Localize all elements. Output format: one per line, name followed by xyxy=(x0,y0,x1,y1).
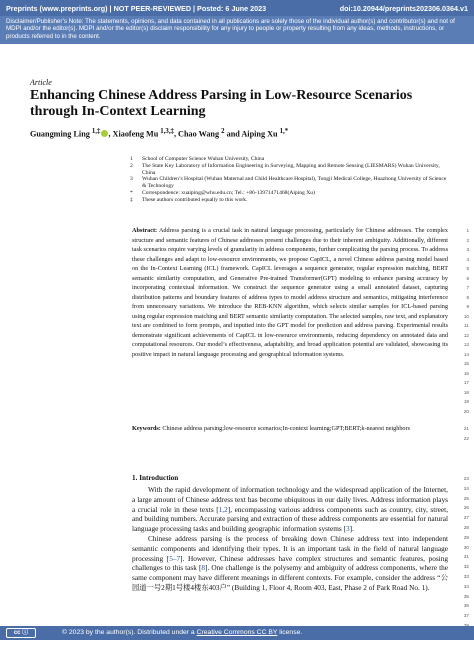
line-number: 13 xyxy=(463,342,469,347)
line-number: 7 xyxy=(466,285,469,290)
abstract xyxy=(132,226,448,359)
line-number: 11 xyxy=(464,323,469,328)
line-number: 20 xyxy=(463,408,469,414)
line-number: 4 xyxy=(466,256,469,262)
license-footer xyxy=(0,626,474,640)
line-number: 28 xyxy=(463,524,469,530)
disclaimer-text: Disclaimer/Publisher’s Note: The statements, opinions, and data contained in all publications are solely those of the individual author(s) and contributor(s) and not of MDPI and/or the editor(s). MDPI and/or the editor(s) disclaim responsibility for any injury to people or property resulting from any ideas, methods, instructions, or products referred to in the content. xyxy=(0,16,474,44)
citation-link[interactable]: 5–7 xyxy=(169,553,181,563)
line-number: 22 xyxy=(463,435,469,441)
line-number: 34 xyxy=(463,583,469,589)
line-number: 9 xyxy=(466,304,469,309)
line-number: 1 xyxy=(466,228,469,233)
line-number: 2 xyxy=(466,237,469,243)
line-number: 17 xyxy=(463,380,469,385)
line-number: 27 xyxy=(463,515,469,521)
line-number: 6 xyxy=(466,275,469,281)
line-number: 8 xyxy=(466,294,469,300)
line-number: 12 xyxy=(463,332,469,338)
line-number: 3 xyxy=(466,247,469,252)
keywords xyxy=(132,424,448,434)
line-number: 29 xyxy=(463,534,469,540)
line-number: 23 xyxy=(463,476,469,481)
line-number: 16 xyxy=(463,370,469,376)
citation-link[interactable]: 8 xyxy=(201,563,206,573)
affiliation-item: 1 School of Computer Science Wuhan University, China xyxy=(130,156,265,162)
abstract-text: Address parsing is a crucial task in natural language processing, particularly for Chinese addresses. The complex structure and semantic features of Chinese addresses present challenges due to their inherent ambiguity. Additionally, different task scenarios require varying levels of granularity in address components, further complicating the parsing process. To address these challenges and adapt to low-resource environments, we propose CapICL, a novel Chinese address parsing model based on the In-Context Learning (ICL) framework. CapICL leverages a sequence generator, regular expression matching, BERT semantic similarity computation, and Generative Pre-trained Transformer(GPT) modeling to enhance parsing accuracy by incorporating contextual information. We construct the sequence generator using a small annotated dataset, capturing distribution patterns and boundary features of address types to model address structure and semantics, mitigating interference from unnecessary variations. We introduce the REB-KNN algorithm, which selects similar samples for ICL-based parsing using regular expression matching and BERT semantic similarity computation. The selected samples, raw text, and explanatory text are combined to form prompts, and inputted into the GPT model for prediction and address parsing. Experimental results demonstrate significant achievements of CapICL in low-resource environments, reducing dependency on annotated data and computational resources. Our model’s effectiveness, adaptability, and broad application potential are validated, showcasing its positive impact in natural language processing and geographical information systems. xyxy=(132,227,448,358)
line-number: 18 xyxy=(463,389,469,395)
license-text: © 2023 by the author(s). Distributed under a Creative Commons CC BY license. xyxy=(62,629,303,636)
affiliation-item: 2 The State Key Laboratory of Information Engineering in Surveying, Mapping and Remote Sensing (LIESMARS) Wuhan University, China xyxy=(130,162,440,176)
section-title: 1. Introduction xyxy=(132,474,179,482)
line-number: 31 xyxy=(463,554,469,560)
preprint-header-text: Preprints (www.preprints.org) | NOT PEER-REVIEWED | Posted: 6 June 2023 xyxy=(6,4,267,13)
article-type: Article xyxy=(30,78,52,87)
line-number: 37 xyxy=(463,613,469,619)
paper-title: Enhancing Chinese Address Parsing in Low-Resource Scenarios through In-Context Learning xyxy=(30,88,413,119)
affiliations xyxy=(130,156,450,204)
keywords-line-numbers xyxy=(455,424,469,443)
line-number: 32 xyxy=(463,564,469,570)
correspondence: * Correspondence: xuaiping@whu.edu.cn; Tel.: +86-13971471468(Aiping Xu) xyxy=(130,189,315,196)
introduction-body xyxy=(132,485,448,593)
line-number: 24 xyxy=(463,485,469,491)
license-link[interactable]: Creative Commons CC BY xyxy=(196,629,278,636)
line-number: 14 xyxy=(463,351,469,357)
line-number: 30 xyxy=(463,544,469,550)
keywords-text: Chinese address parsing;low-resource scenarios;In-context learning;GPT;BERT;k-nearest neighbors xyxy=(162,425,410,432)
doi-link[interactable]: doi:10.20944/preprints202306.0364.v1 xyxy=(339,4,468,13)
line-number: 33 xyxy=(463,573,469,579)
abstract-label: Abstract: xyxy=(132,227,158,234)
line-number: 10 xyxy=(463,313,469,319)
preprint-header-bar xyxy=(0,0,474,16)
keywords-label: Keywords: xyxy=(132,425,161,432)
cc-by-icon: cc ⓘ xyxy=(6,628,36,638)
line-number: 21 xyxy=(463,426,469,431)
citation-link[interactable]: 3 xyxy=(346,524,350,534)
line-number: 26 xyxy=(463,505,469,511)
line-number: 5 xyxy=(466,266,469,271)
line-number: 25 xyxy=(463,495,469,501)
citation-link[interactable]: 1,2 xyxy=(218,504,228,514)
affiliation-item: 3 Wuhan Children’s Hospital (Wuhan Maternal and Child Healthcare Hospital), Tongji Medical College, Huazhong University of Science & Technology xyxy=(130,176,447,190)
line-number: 35 xyxy=(463,593,469,599)
paragraph: With the rapid development of information technology and the widespread application of the Internet, a large amount of Chinese address text has become ubiquitous in our daily lives. Address information plays a crucial role in these texts [1,2], encompassing various address components such as country, city, street, and building numbers. Accurate parsing and extraction of these address components are essential for natural language processing tasks and building geographic information systems [3]. xyxy=(132,485,448,534)
line-number: 36 xyxy=(463,603,469,609)
line-number: 15 xyxy=(463,361,469,366)
section-line-numbers xyxy=(455,474,469,631)
equal-contribution-note: ‡ These authors contributed equally to this work. xyxy=(130,196,248,203)
paragraph: Chinese address parsing is the process of breaking down Chinese address text into independent semantic components and identifying their types. It is an important task in the field of natural language processing [5–7]. However, Chinese addresses have complex structures and semantic features, posing challenges to this task [8]. One challenge is the polysemy and ambiguity of address components, where the same component may have different meanings in different contexts. For example, consider the address “公园道一号2期1号楼4楼东403户” (Building 1, Floor 4, Room 403, East, Phase 2 of Park Road No. 1). xyxy=(132,533,448,592)
author-list: Guangming Ling $^{1,\ddagger}$ , Xiaofeng Mu $^{1,3,\ddagger}$, Chao Wang $^2$ and Aiping Xu $^{1,*}$ xyxy=(30,128,289,139)
line-number: 19 xyxy=(463,399,469,404)
abstract-line-numbers xyxy=(455,226,469,416)
